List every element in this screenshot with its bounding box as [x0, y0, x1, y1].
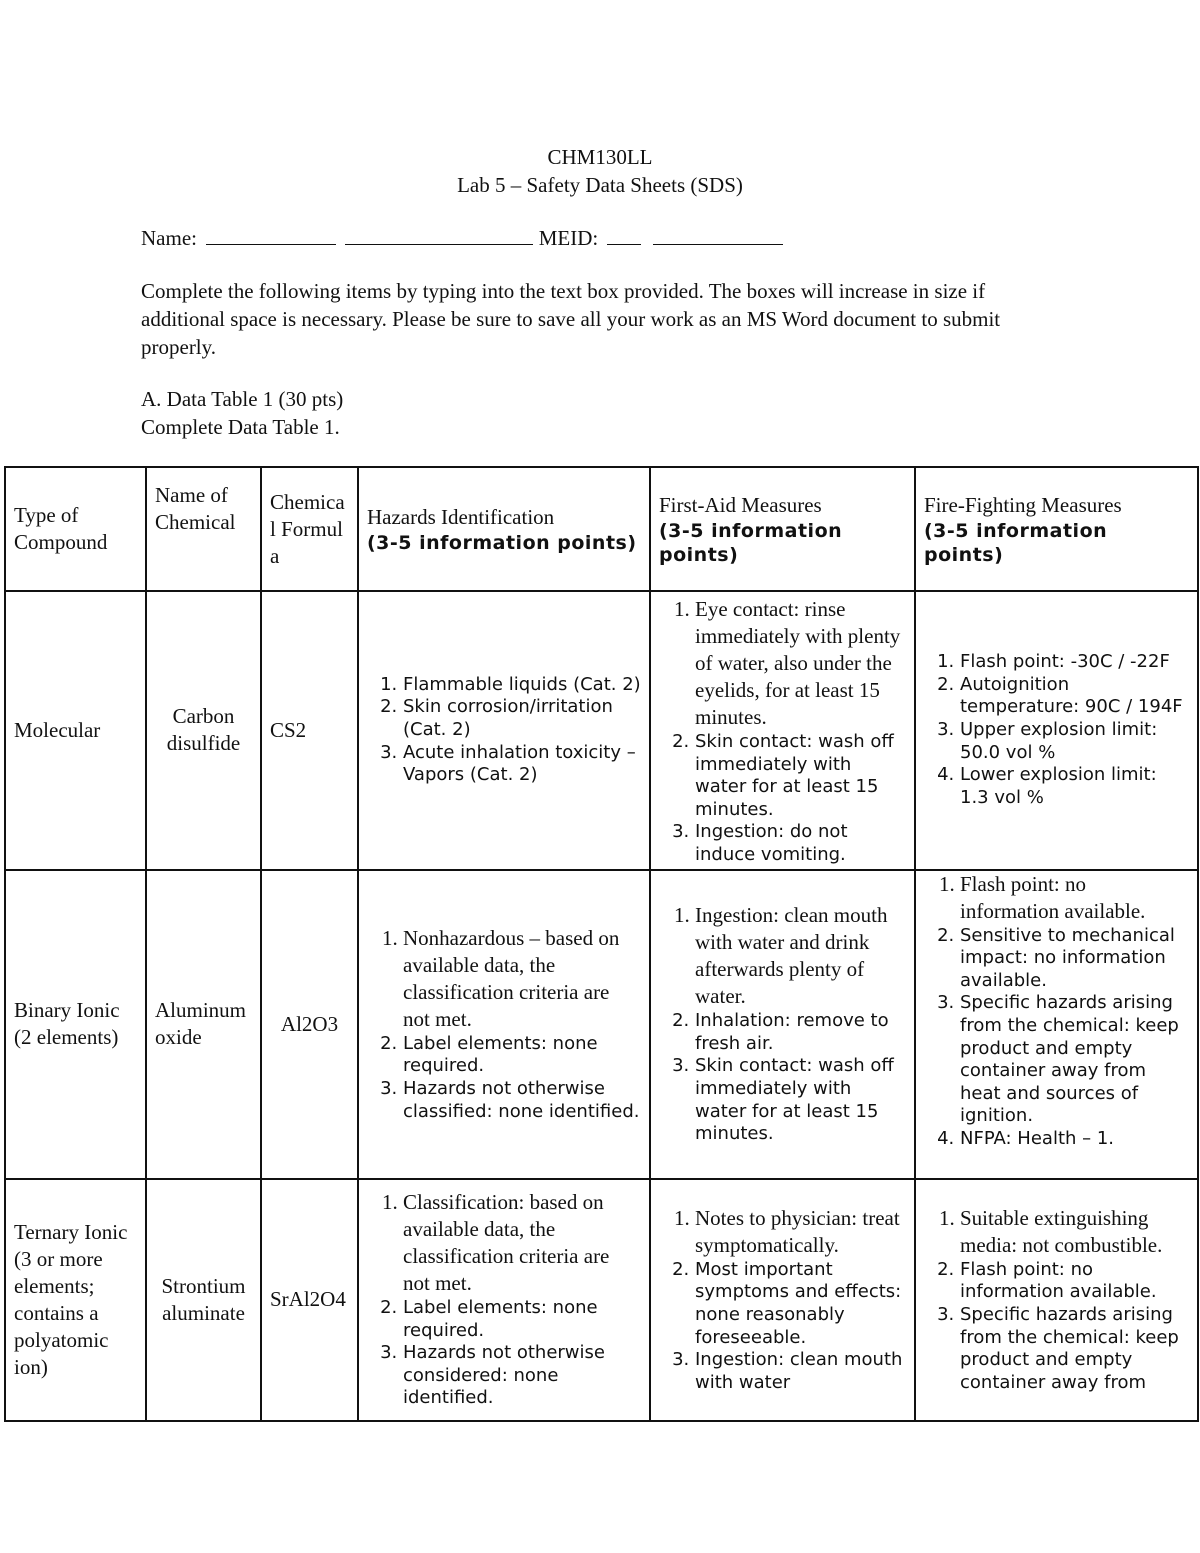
list-item: 1. Suitable extinguishing media: not combustible. [960, 1205, 1189, 1259]
first-aid-list [659, 902, 906, 1146]
hazards-list [367, 925, 641, 1123]
fire-list [924, 871, 1189, 1151]
cell-hazards[interactable] [358, 870, 650, 1179]
data-table-1 [4, 466, 1199, 1422]
section-a [141, 385, 343, 441]
table-row [5, 870, 1198, 1179]
cell-name[interactable]: Carbon disulfide [146, 591, 261, 870]
cell-type[interactable]: Binary Ionic (2 elements) [5, 870, 146, 1179]
list-item: 2. Sensitive to mechanical impact: no information available. [960, 925, 1189, 993]
table-row [5, 591, 1198, 870]
header-hazards-note: (3-5 information points) [367, 531, 637, 554]
header-name: Name of Chemical [146, 467, 261, 591]
list-item: 2. Label elements: none required. [403, 1033, 641, 1078]
list-item: 3. Upper explosion limit: 50.0 vol % [960, 719, 1189, 764]
cell-type[interactable]: Ternary Ionic (3 or more elements; contains a polyatomic ion) [5, 1179, 146, 1421]
first-aid-list [659, 596, 906, 867]
hazards-list [367, 1189, 641, 1410]
list-item: 1. Flash point: no information available. [960, 871, 1189, 925]
course-code: CHM130LL [547, 145, 653, 169]
header-fire-title: Fire-Fighting Measures [924, 492, 1122, 517]
list-item: 2. Autoignition temperature: 90C / 194F [960, 674, 1189, 719]
list-item: 3. Ingestion: do not induce vomiting. [695, 821, 906, 866]
list-item: 1. Flammable liquids (Cat. 2) [403, 674, 641, 697]
meid-label: MEID: [538, 226, 599, 250]
list-item: 2. Flash point: no information available. [960, 1259, 1189, 1304]
cell-fire[interactable] [915, 870, 1198, 1179]
cell-type[interactable]: Molecular [5, 591, 146, 870]
header-type: Type of Compound [5, 467, 146, 591]
list-item: 3. Ingestion: clean mouth with water [695, 1349, 906, 1394]
meid-blank-long[interactable] [653, 224, 783, 245]
list-item: 3. Acute inhalation toxicity – Vapors (Cat. 2) [403, 742, 641, 787]
header-hazards-title: Hazards Identification [367, 504, 555, 529]
cell-hazards[interactable] [358, 591, 650, 870]
name-line [141, 224, 783, 252]
header-fire-note: (3-5 information points) [924, 519, 1108, 566]
cell-name[interactable]: Aluminum oxide [146, 870, 261, 1179]
list-item: 3. Specific hazards arising from the chemical: keep product and empty container away from heat and sources of ignition. [960, 992, 1189, 1128]
fire-list [924, 651, 1189, 809]
table-header-row [5, 467, 1198, 591]
list-item: 4. Lower explosion limit: 1.3 vol % [960, 764, 1189, 809]
document-header [0, 143, 1200, 199]
header-first-aid [650, 467, 915, 591]
list-item: 2. Skin contact: wash off immediately with water for at least 15 minutes. [695, 731, 906, 821]
hazards-list [367, 674, 641, 787]
list-item: 3. Hazards not otherwise classified: none identified. [403, 1078, 641, 1123]
section-subtitle: Complete Data Table 1. [141, 415, 340, 439]
cell-formula[interactable]: Al2O3 [261, 870, 358, 1179]
list-item: 4. NFPA: Health – 1. [960, 1128, 1189, 1151]
table-row [5, 1179, 1198, 1421]
header-hazards [358, 467, 650, 591]
first-name-blank[interactable] [206, 224, 336, 245]
cell-first-aid[interactable] [650, 591, 915, 870]
cell-hazards[interactable] [358, 1179, 650, 1421]
header-first-aid-note: (3-5 information points) [659, 519, 843, 566]
instructions-paragraph: Complete the following items by typing into the text box provided. The boxes will increase in size if additional space is necessary. Please be sure to save all your work as an MS Word document to submit properly. [141, 279, 1001, 359]
cell-fire[interactable] [915, 591, 1198, 870]
first-aid-list [659, 1205, 906, 1395]
section-title: A. Data Table 1 (30 pts) [141, 387, 344, 411]
name-label: Name: [141, 226, 197, 250]
list-item: 2. Inhalation: remove to fresh air. [695, 1010, 906, 1055]
list-item: 3. Skin contact: wash off immediately with water for at least 15 minutes. [695, 1055, 906, 1145]
list-item: 1. Ingestion: clean mouth with water and drink afterwards plenty of water. [695, 902, 906, 1010]
list-item: 1. Eye contact: rinse immediately with plenty of water, also under the eyelids, for at least 15 minutes. [695, 596, 906, 731]
list-item: 3. Hazards not otherwise considered: none identified. [403, 1342, 641, 1410]
cell-fire[interactable] [915, 1179, 1198, 1421]
cell-formula[interactable]: CS2 [261, 591, 358, 870]
lab-title: Lab 5 – Safety Data Sheets (SDS) [457, 173, 743, 197]
cell-formula[interactable]: SrAl2O4 [261, 1179, 358, 1421]
list-item: 1. Notes to physician: treat symptomatically. [695, 1205, 906, 1259]
header-fire [915, 467, 1198, 591]
meid-blank-short[interactable] [607, 224, 641, 245]
header-formula: Chemical Formula [261, 467, 358, 591]
list-item: 2. Skin corrosion/irritation (Cat. 2) [403, 696, 641, 741]
list-item: 1. Flash point: -30C / -22F [960, 651, 1189, 674]
cell-first-aid[interactable] [650, 870, 915, 1179]
last-name-blank[interactable] [345, 224, 533, 245]
header-first-aid-title: First-Aid Measures [659, 492, 822, 517]
list-item: 2. Most important symptoms and effects: none reasonably foreseeable. [695, 1259, 906, 1349]
list-item: 1. Classification: based on available data, the classification criteria are not met. [403, 1189, 641, 1297]
list-item: 3. Specific hazards arising from the chemical: keep product and empty container away from [960, 1304, 1189, 1394]
fire-list [924, 1205, 1189, 1395]
cell-name[interactable]: Strontium aluminate [146, 1179, 261, 1421]
cell-first-aid[interactable] [650, 1179, 915, 1421]
list-item: 2. Label elements: none required. [403, 1297, 641, 1342]
list-item: 1. Nonhazardous – based on available data, the classification criteria are not met. [403, 925, 641, 1033]
